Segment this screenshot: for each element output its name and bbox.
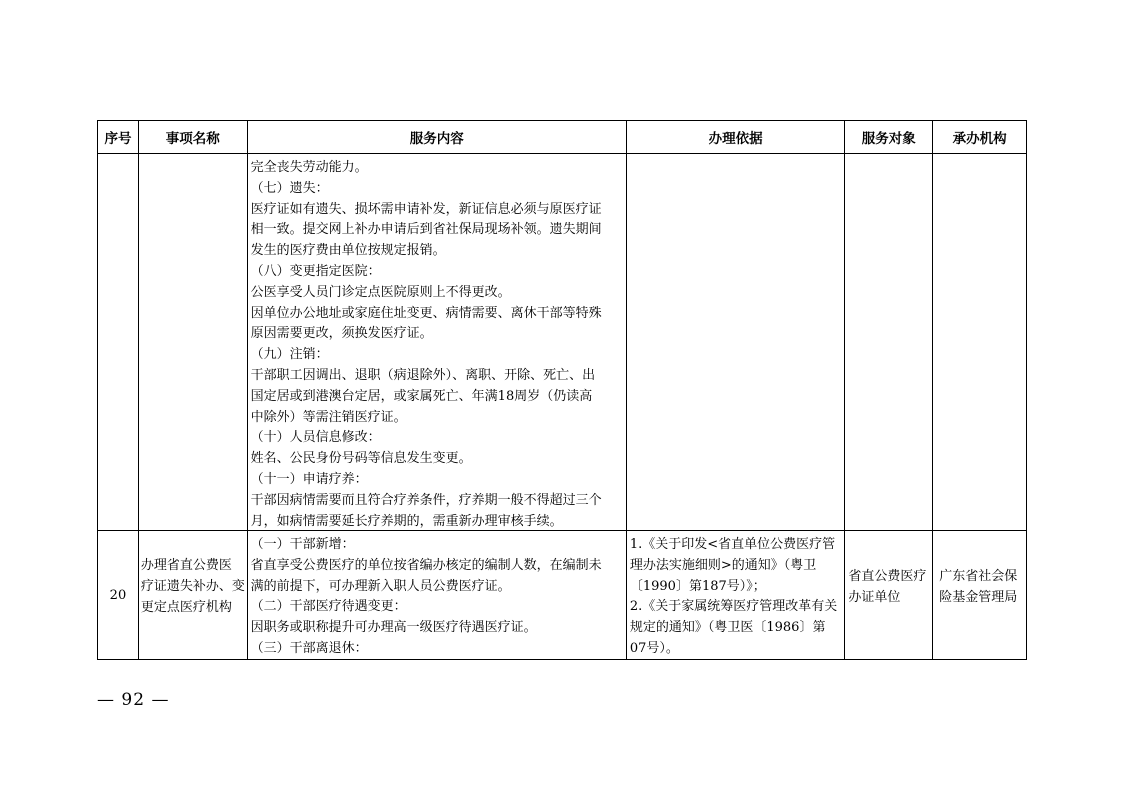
content-line: 因职务或职称提升可办理高一级医疗待遇医疗证。: [250, 620, 537, 636]
content-line: 月，如病情需要延长疗养期的，需重新办理审核手续。: [250, 513, 563, 529]
cell-number: [98, 154, 139, 530]
content-line: 干部因病情需要而且符合疗养条件，疗养期一般不得超过三个: [250, 492, 602, 508]
content-line: 医疗证如有遗失、损坏需申请补发，新证信息必须与原医疗证: [250, 201, 602, 217]
agency-line: 广东省社会保: [939, 569, 1018, 584]
cell-basis: [627, 154, 846, 530]
header-service-content: 服务内容: [248, 121, 627, 153]
cell-service-content: [248, 531, 627, 659]
content-line: （九）注销：: [250, 347, 329, 363]
header-agency: 承办机构: [952, 131, 1007, 147]
header-number: 序号: [98, 121, 139, 153]
content-line: （十）人员信息修改：: [250, 430, 381, 446]
item-name-line: 更定点医疗机构: [140, 599, 232, 615]
agency-line: 险基金管理局: [939, 589, 1018, 605]
table-header-row: [98, 121, 1026, 154]
target-line: 办证单位: [848, 589, 901, 605]
basis-line: 〔1990〕第187号）》；: [629, 578, 766, 594]
content-line: （十一）申请疗养：: [250, 471, 368, 487]
content-line: 原因需要更改，须换发医疗证。: [250, 326, 433, 342]
basis-line: 1.《关于印发<省直单位公费医疗管: [629, 537, 836, 552]
header-item-name: 事项名称: [139, 121, 248, 153]
target-line: 省直公费医疗: [848, 569, 927, 584]
content-line: 满的前提下，可办理新入职人员公费医疗证。: [250, 578, 511, 594]
content-line: （一）干部新增：: [250, 537, 355, 552]
content-line: （八）变更指定医院：: [250, 263, 381, 279]
content-line: 姓名、公民身份号码等信息发生变更。: [250, 451, 472, 467]
content-line: （七）遗失：: [250, 180, 329, 196]
content-line: 因单位办公地址或家庭住址变更、病情需要、离休干部等特殊: [250, 305, 602, 321]
header-basis: 办理依据: [627, 121, 846, 153]
content-line: 国定居或到港澳台定居，或家属死亡、年满18周岁（仍读高: [250, 388, 593, 404]
content-line: 省直享受公费医疗的单位按省编办核定的编制人数，在编制未: [250, 557, 602, 573]
table-row-20: [98, 531, 1026, 659]
cell-item-name: [139, 531, 248, 659]
cell-agency: [933, 154, 1026, 530]
basis-line: 理办法实施细则>的通知》（粤卫: [629, 557, 817, 573]
cell-service-target: [845, 154, 933, 530]
cell-agency: [933, 531, 1026, 659]
header-service-target: 服务对象: [845, 121, 933, 153]
item-name-line: 疗证遗失补办、变: [140, 578, 245, 594]
cell-service-target: [845, 531, 933, 659]
cell-basis: [627, 531, 846, 659]
cell-item-name: [139, 154, 248, 530]
content-line: （二）干部医疗待遇变更：: [250, 599, 407, 615]
table-row-continuation: [98, 154, 1026, 531]
content-line: 完全丧失劳动能力。: [250, 160, 368, 175]
content-line: 干部职工因调出、退职（病退除外）、离职、开除、死亡、出: [250, 367, 596, 383]
content-line: 中除外）等需注销医疗证。: [250, 409, 407, 425]
row-number: 20: [109, 587, 127, 603]
page-number: — 92 —: [97, 690, 170, 710]
content-line: 发生的医疗费由单位按规定报销。: [250, 243, 446, 259]
cell-number: [98, 531, 139, 659]
basis-line: 2.《关于家属统筹医疗管理改革有关: [629, 599, 838, 615]
basis-line: 07号）。: [629, 640, 679, 656]
cell-service-content: [248, 154, 627, 530]
basis-line: 规定的通知》（粤卫医〔1986〕第: [629, 620, 826, 636]
content-line: 公医享受人员门诊定点医院原则上不得更改。: [250, 284, 511, 300]
service-table: [97, 120, 1027, 660]
content-line: 相一致。提交网上补办申请后到省社保局现场补领。遗失期间: [250, 222, 602, 238]
item-name-line: 办理省直公费医: [140, 558, 232, 573]
content-line: （三）干部离退休：: [250, 640, 368, 656]
